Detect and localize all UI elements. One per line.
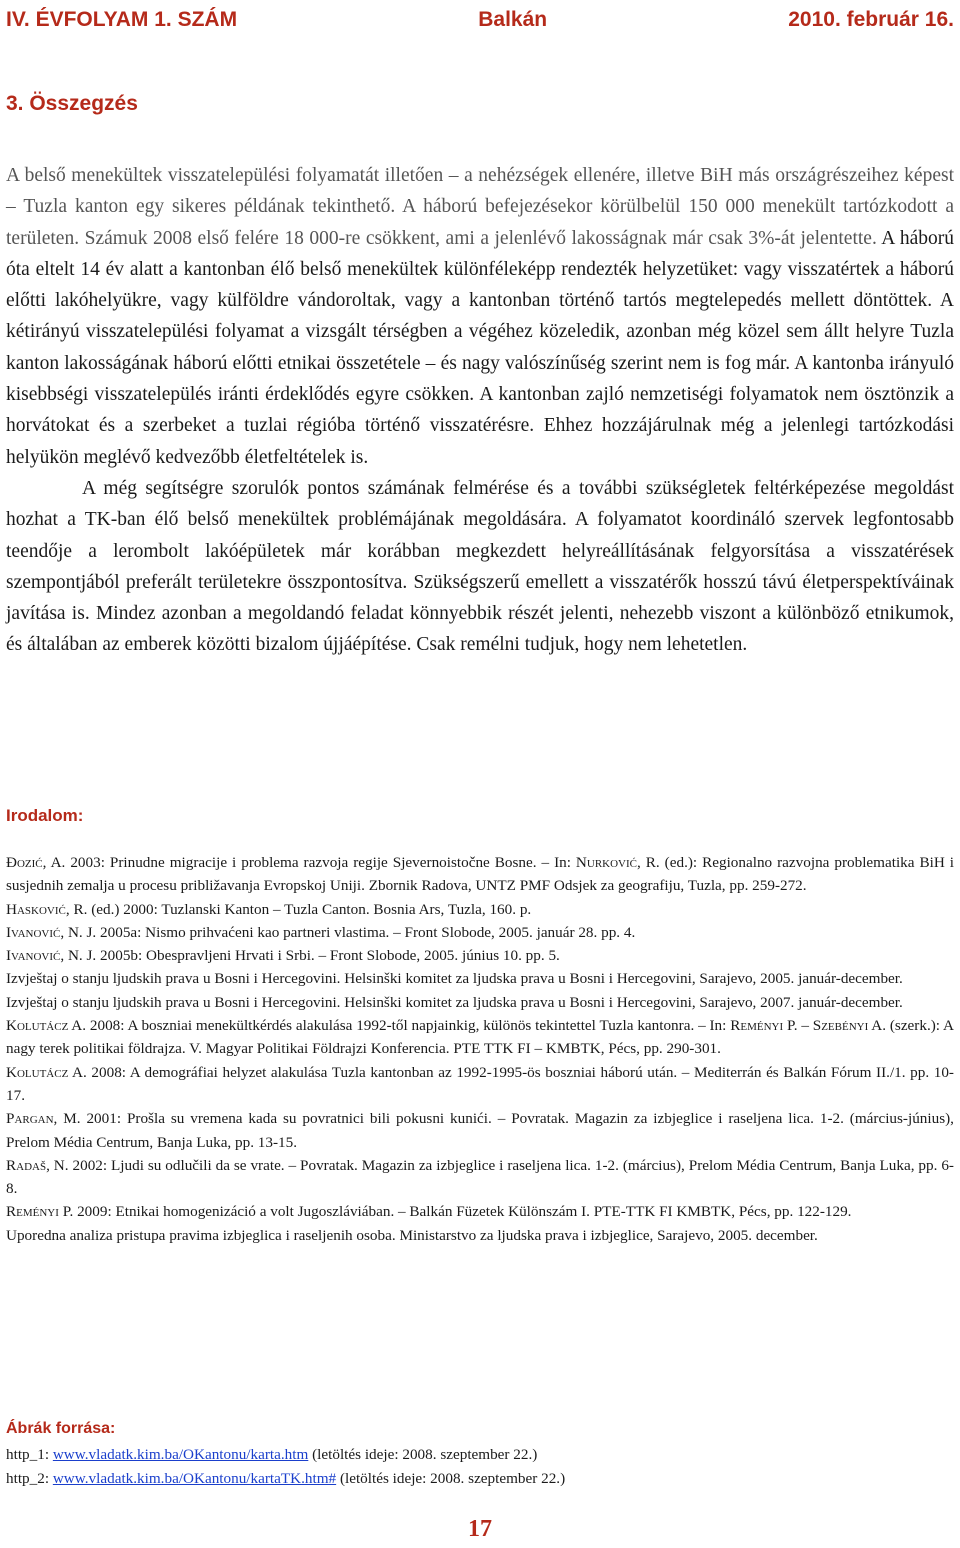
reference-item: Izvještaj o stanju ljudskih prava u Bosni i Hercegovini. Helsinški komitet za ljudska prava u Bosni i Hercegovini, Sarajevo, 2007. január-december. (6, 993, 903, 1011)
section-title: 3. Összegzés (6, 92, 138, 115)
figure-source-item: http_1: www.vladatk.kim.ba/OKantonu/karta.htm (letöltés ideje: 2008. szeptember 22.) (6, 1446, 538, 1463)
reference-item: Hasković, R. (ed.) 2000: Tuzlanski Kanton – Tuzla Canton. Bosnia Ars, Tuzla, 160. p. (6, 900, 532, 918)
reference-item: Reményi P. 2009: Etnikai homogenizáció a volt Jugoszláviában. – Balkán Füzetek Különszám I. PTE-TTK FI KMBTK, Pécs, pp. 122-129. (6, 1203, 852, 1221)
references-list (6, 851, 954, 1247)
page-header (6, 4, 954, 36)
journal-name: Balkán (478, 8, 548, 31)
reference-item: Ivanović, N. J. 2005a: Nismo prihvaćeni kao partneri vlastima. – Front Slobode, 2005. január 28. pp. 4. (6, 923, 636, 941)
figure-source-link[interactable]: www.vladatk.kim.ba/OKantonu/kartaTK.htm# (52, 1470, 337, 1487)
figure-sources-list (6, 1443, 954, 1491)
reference-item: Uporedna analiza pristupa pravima izbjeglica i raseljenih osoba. Ministarstvo za ljudska prava i izbjeglice, Sarajevo, 2005. december. (6, 1226, 818, 1244)
reference-item: Pargan, M. 2001: Prošla su vremena kada su povratnici bili pokusni kunići. – Povratak. Magazin za izbjeglice i raseljena lica. 1-2. (március-június), Prelom Média Centrum, Banja Luka, pp. 13-15. (6, 1110, 954, 1151)
paragraph-1 (6, 160, 954, 473)
volume-label: IV. ÉVFOLYAM 1. SZÁM (6, 8, 238, 31)
figure-source-link[interactable]: www.vladatk.kim.ba/OKantonu/karta.htm (52, 1446, 309, 1463)
reference-item: Ivanović, N. J. 2005b: Obespravljeni Hrvati i Srbi. – Front Slobode, 2005. június 10. pp. 5. (6, 947, 560, 965)
paragraph-1-rest: A háború óta eltelt 14 év alatt a kantonban élő belső menekültek különféleképp rendezték helyzetüket: vagy visszatértek a háború előtti lakóhelyükre, vagy külföldre vándoroltak, vagy a kantonban történő tartós megtelepedés mellett döntöttek. A kétirányú visszatelepülési folyamat a vizsgált térségben a végéhez közeledik, azonban még közel sem állt helyre Tuzla kanton lakosságának háború előtti etnikai összetétele – és nagy valószínűség szerint nem is fog már. A kantonba irányuló kisebbségi visszatelepülés iránti érdeklődés egyre csökken. A kantonban zajló nemzetiségi folyamatok nem ösztönzik a horvátokat és a szerbeket a tuzlai régióba történő visszatérésre. Ehhez hozzájárulnak még a jelenlegi tartózkodási helyükön meglévő kedvezőbb életfeltételek is. (6, 227, 954, 468)
reference-item: Radaš, N. 2002: Ljudi su odlučili da se vrate. – Povratak. Magazin za izbjeglice i raseljena lica. 1-2. (március), Prelom Média Centrum, Banja Luka, pp. 6-8. (6, 1156, 954, 1198)
reference-item: Kolutácz A. 2008: A demográfiai helyzet alakulása Tuzla kantonban az 1992-1995-ös boszniai háború után. – Mediterrán és Balkán Fórum II./1. pp. 10-17. (6, 1063, 954, 1104)
references-title: Irodalom: (6, 806, 84, 825)
page-number: 17 (468, 1516, 492, 1542)
summary-body (6, 160, 954, 661)
figure-source-item: http_2: www.vladatk.kim.ba/OKantonu/kartaTK.htm# (letöltés ideje: 2008. szeptember 22.) (6, 1470, 566, 1487)
figure-sources-title: Ábrák forrása: (6, 1420, 116, 1437)
reference-item: Izvještaj o stanju ljudskih prava u Bosni i Hercegovini. Helsinški komitet za ljudska prava u Bosni i Hercegovini, Sarajevo, 2005. január-december. (6, 970, 903, 988)
paragraph-2: A még segítségre szorulók pontos számának felmérése és a további szükségletek feltérképezése megoldást hozhat a TK-ban élő belső menekültek problémájának megoldására. A folyamatot koordináló szervek legfontosabb teendője a lerombolt lakóépületek már korábban megkezdett helyreállításának felgyorsítása a visszatérések szempontjából preferált területekre összpontosítva. Szükségszerű emellett a visszatérők hosszú távú életperspektíváinak javítása is. Mindez azonban a megoldandó feladat könnyebbik részét jelenti, nehezebb viszont a különböző etnikumok, és általában az emberek közötti bizalom újjáépítése. Csak remélni tudjuk, hogy nem lehetetlen. (6, 477, 954, 656)
issue-date: 2010. február 16. (788, 8, 954, 31)
reference-item: Kolutácz A. 2008: A boszniai menekültkérdés alakulása 1992-től napjainkig, különös tekintettel Tuzla kantonra. – In: Reményi P. – Szebényi A. (szerk.): A nagy terek politikai földrajza. V. Magyar Politikai Földrajzi Konferencia. PTE TTK FI – KMBTK, Pécs, pp. 290-301. (6, 1017, 954, 1058)
paragraph-1-intro: A belső menekültek visszatelepülési folyamatát illetően – a nehézségek ellenére, illetve BiH más országrészeihez képest – Tuzla kanton egy sikeres példának tekinthető. A háború befejezésekor körülbelül 150 000 menekült tartózkodott a területen. Számuk 2008 első felére 18 000-re csökkent, ami a jelenlévő lakosságnak már csak 3%-át jelentette. (6, 165, 954, 249)
reference-item: Đozić, A. 2003: Prinudne migracije i problema razvoja regije Sjevernoistočne Bosne. – In: Nurković, R. (ed.): Regionalno razvojna problematika BiH i susjednih zemalja u procesu približavanja Evropskoj Uniji. Zbornik Radova, UNTZ PMF Odsjek za geografiju, Tuzla, pp. 259-272. (6, 854, 954, 895)
